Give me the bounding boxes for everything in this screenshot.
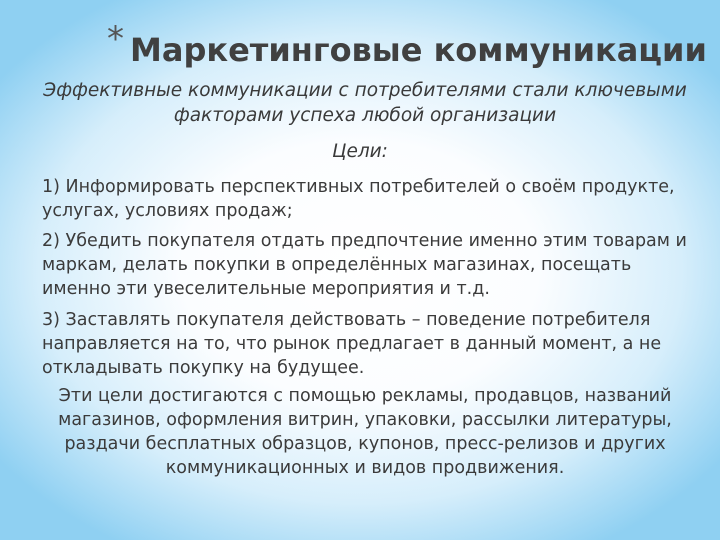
slide-subtitle: Эффективные коммуникации с потребителями стали ключевыми факторами успеха любой организации: [43, 80, 687, 126]
goal-item-3: 3) Заставлять покупателя действовать – поведение потребителя направляется на то, что рынок предлагает в данный момент, а не откладывать покупку на будущее.: [42, 310, 662, 378]
slide-title: Маркетинговые коммуникации: [130, 31, 707, 69]
goals-heading: Цели:: [332, 141, 388, 162]
asterisk-bullet-icon: *: [107, 19, 124, 59]
goal-item-2: 2) Убедить покупателя отдать предпочтение именно этим товарам и маркам, делать покупки в определённых магазинах, посещать именно эти увеселительные мероприятия и т.д.: [42, 231, 687, 299]
conclusion-paragraph: Эти цели достигаются с помощью рекламы, продавцов, названий магазинов, оформления витрин, упаковки, рассылки литературы, раздачи бесплатных образцов, купонов, пресс-релизов и других коммуникационных и видов продвижения.: [58, 386, 672, 478]
goal-item-1: 1) Информировать перспективных потребителей о своём продукте, услугах, условиях продаж;: [42, 177, 675, 221]
